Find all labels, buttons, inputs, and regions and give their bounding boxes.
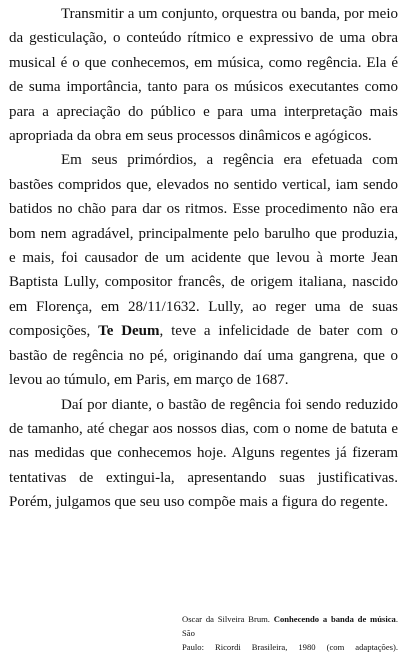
citation-book-title: Conhecendo a banda de música — [273, 614, 396, 624]
paragraph-2 — [9, 148, 398, 392]
paragraph-3 — [9, 393, 398, 515]
paragraph-1-text: Transmitir a um conjunto, orquestra ou banda, por meio da gesticulação, o conteúdo rítmico e expressivo de uma obra musical é o que conhecemos, em música, como regência. Ela é de suma importância, tanto para os músicos executantes como para a apreciação do público e para uma interpretação mais apropriada da obra em seus processos dinâmicos e agógicos. — [9, 6, 398, 145]
paragraph-1 — [9, 2, 398, 148]
paragraph-2-text-start: Em seus primórdios, a regência era efetuada com bastões compridos que, elevados no sentido vertical, iam sendo batidos no chão para dar os ritmos. Esse procedimento não era bom nem agradável, principalmente pelo barulho que produzia, e mais, foi causador de um acidente que levou à morte Jean Baptista Lully, compositor francês, de origem italiana, nascido em Florença, em 28/11/1632. Lully, ao reger uma de suas composições, — [9, 152, 398, 340]
citation-publisher-line: Paulo: Ricordi Brasileira, 1980 (com adaptações). — [182, 642, 398, 652]
source-citation — [182, 612, 398, 654]
citation-author: Oscar da Silveira Brum. — [182, 614, 270, 624]
citation-line1-end: . São — [182, 614, 398, 638]
paragraph-2-text-end: , teve a infelicidade de bater com o bastão de regência no pé, originando daí uma gangrena, que o levou ao túmulo, em Paris, em março de 1687. — [9, 323, 398, 389]
work-title-te-deum: Te Deum — [98, 323, 160, 340]
paragraph-3-text: Daí por diante, o bastão de regência foi sendo reduzido de tamanho, até chegar aos nossos dias, com o nome de batuta e nas medidas que conhecemos hoje. Alguns regentes já fizeram tentativas de extingui-la, apresentando suas justificativas. Porém, julgamos que seu uso compõe mais a figura do regente. — [9, 396, 398, 511]
